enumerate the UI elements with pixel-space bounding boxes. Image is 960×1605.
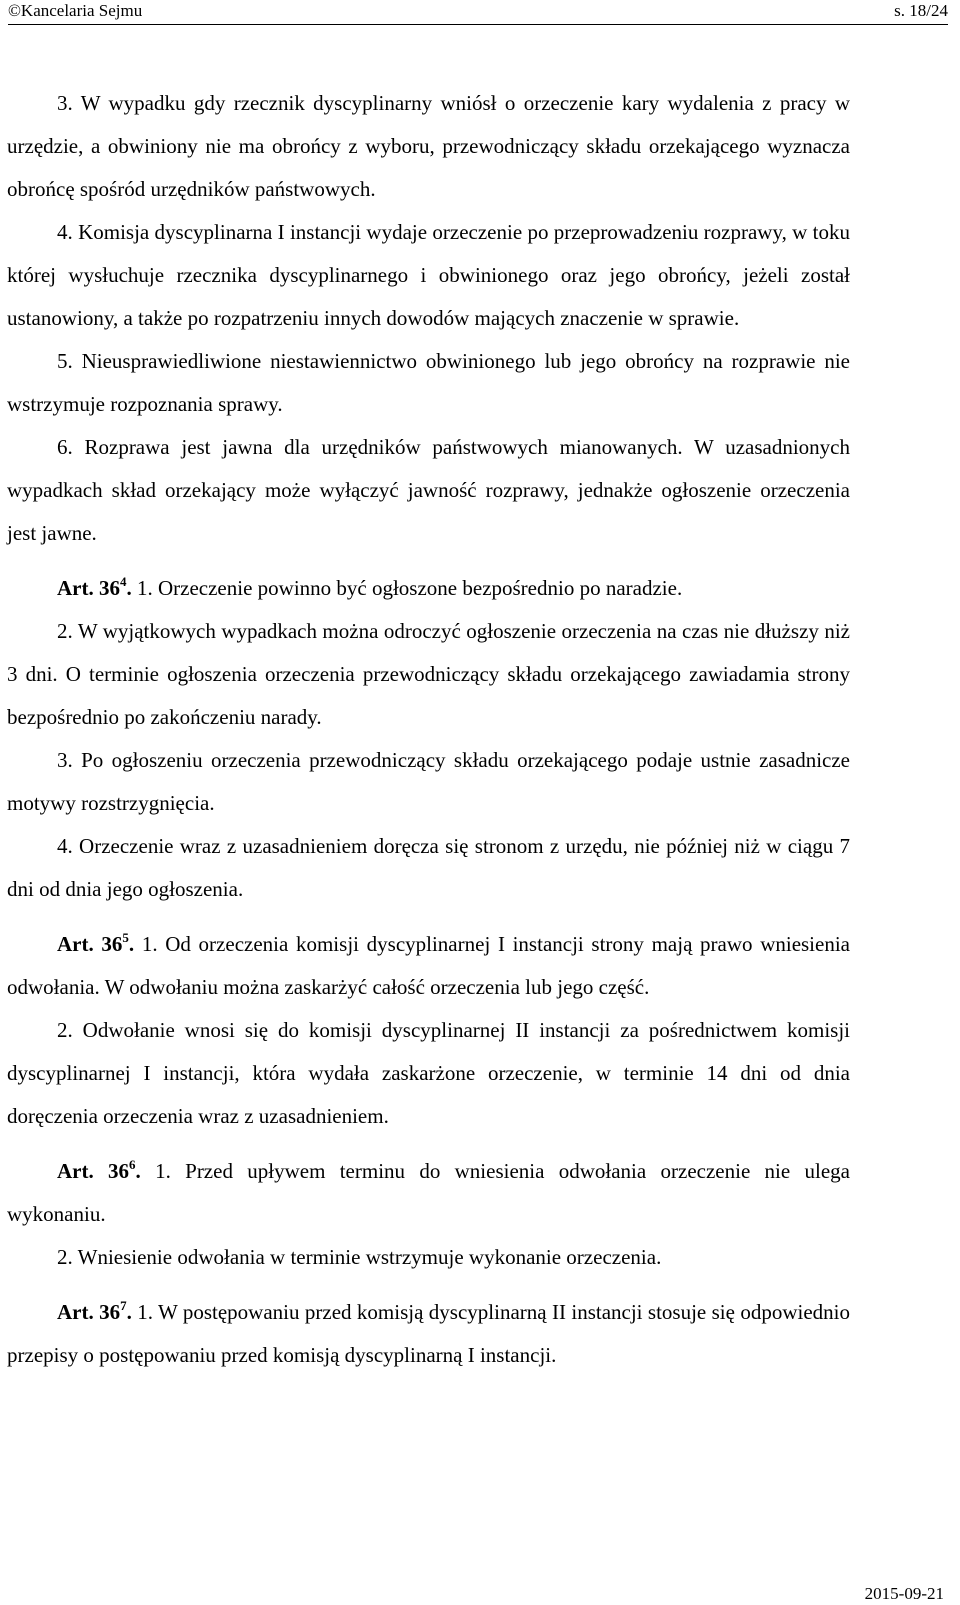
- article-36-7: [7, 1291, 850, 1377]
- article-36-4-par-2: 2. W wyjątkowych wypadkach można odroczyć ogłoszenie orzeczenia na czas nie dłuższy niż 3 dni. O terminie ogłoszenia orzeczenia przewodniczący składu orzekającego zawiadamia strony bezpośrednio po zakończeniu narady.: [7, 619, 850, 729]
- article-36-4-par-4: 4. Orzeczenie wraz z uzasadnieniem doręcza się stronom z urzędu, nie później niż w ciągu 7 dni od dnia jego ogłoszenia.: [7, 834, 850, 901]
- footer-date: 2015-09-21: [864, 1584, 944, 1603]
- paragraph-3: 3. W wypadku gdy rzecznik dyscyplinarny wniósł o orzeczenie kary wydalenia z pracy w urzędzie, a obwiniony nie ma obrońcy z wyboru, przewodniczący składu orzekającego wyznacza obrońcę spośród urzędników państwowych.: [7, 91, 850, 201]
- article-text: 1. Przed upływem terminu do wniesienia odwołania orzeczenie nie ulega wykonaniu.: [7, 1159, 850, 1226]
- source-label: ©Kancelaria Sejmu: [8, 1, 143, 20]
- article-label: Art. $36^7$.: [57, 1298, 132, 1324]
- document-body: [7, 82, 850, 1377]
- article-36-6-par-2: 2. Wniesienie odwołania w terminie wstrzymuje wykonanie orzeczenia.: [57, 1245, 662, 1269]
- article-36-4-par-3: 3. Po ogłoszeniu orzeczenia przewodniczący składu orzekającego podaje ustnie zasadnicze motywy rozstrzygnięcia.: [7, 748, 850, 815]
- paragraph-5: 5. Nieusprawiedliwione niestawiennictwo obwinionego lub jego obrońcy na rozprawie nie wstrzymuje rozpoznania sprawy.: [7, 349, 850, 416]
- paragraph-4: 4. Komisja dyscyplinarna I instancji wydaje orzeczenie po przeprowadzeniu rozprawy, w toku której wysłuchuje rzecznika dyscyplinarnego i obwinionego oraz jego obrońcy, jeżeli został ustanowiony, a także po rozpatrzeniu innych dowodów mających znaczenie w sprawie.: [7, 220, 850, 330]
- article-text: 1. Od orzeczenia komisji dyscyplinarnej I instancji strony mają prawo wniesienia odwołania. W odwołaniu można zaskarżyć całość orzeczenia lub jego część.: [7, 932, 850, 999]
- article-label: Art. $36^5$.: [57, 930, 135, 956]
- article-superscript: 6: [129, 1157, 136, 1172]
- paragraph-6: 6. Rozprawa jest jawna dla urzędników państwowych mianowanych. W uzasadnionych wypadkach skład orzekający może wyłączyć jawność rozprawy, jednakże ogłoszenie orzeczenia jest jawne.: [7, 435, 850, 545]
- page-header: [8, 0, 948, 25]
- page-number: s. 18/24: [894, 1, 948, 20]
- article-superscript: 5: [122, 930, 129, 945]
- article-36-5-par-2: 2. Odwołanie wnosi się do komisji dyscyplinarnej II instancji za pośrednictwem komisji dyscyplinarnej I instancji, która wydała zaskarżone orzeczenie, w terminie 14 dni od dnia doręczenia orzeczenia wraz z uzasadnieniem.: [7, 1018, 850, 1128]
- article-36-5: [7, 923, 850, 1009]
- article-text: 1. W postępowaniu przed komisją dyscyplinarną II instancji stosuje się odpowiednio przepisy o postępowaniu przed komisją dyscyplinarną I instancji.: [7, 1300, 850, 1367]
- article-label: Art. $36^4$.: [57, 574, 132, 600]
- article-label: Art. $36^6$.: [57, 1157, 141, 1183]
- article-superscript: 4: [119, 574, 127, 589]
- article-36-4: [7, 567, 850, 610]
- article-superscript: 7: [120, 1298, 127, 1313]
- article-text: 1. Orzeczenie powinno być ogłoszone bezpośrednio po naradzie.: [131, 576, 683, 600]
- article-36-6: [7, 1150, 850, 1236]
